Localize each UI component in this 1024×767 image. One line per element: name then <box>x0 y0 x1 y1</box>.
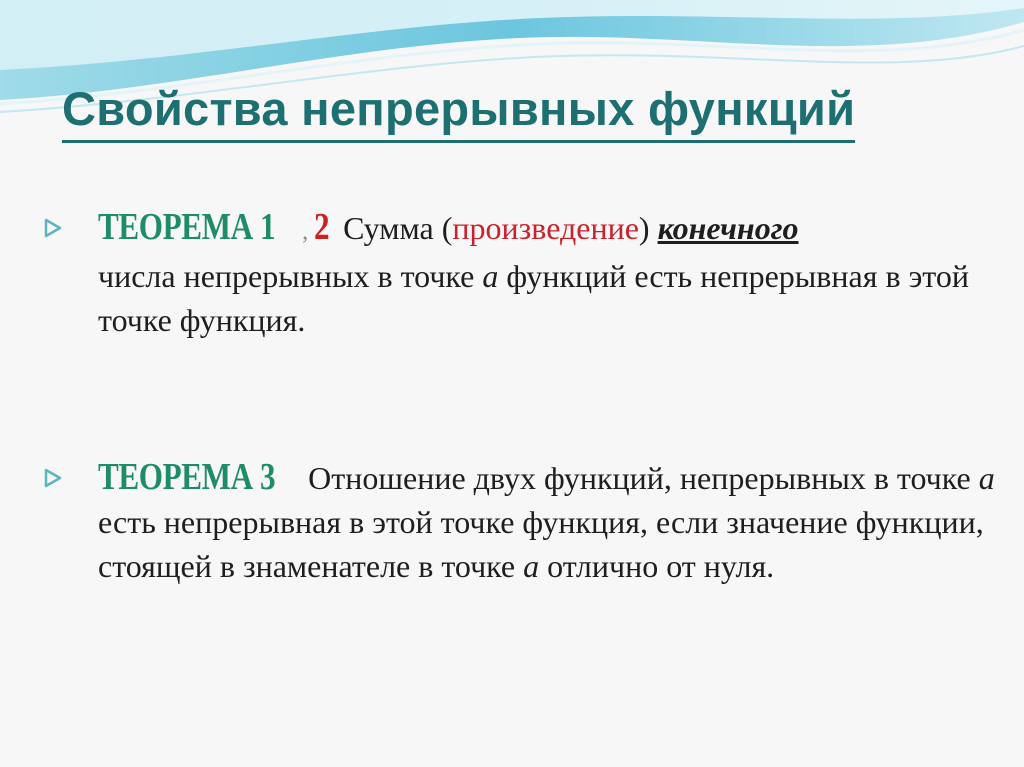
theorem-1-2-text <box>98 205 998 342</box>
theorem-1-highlight: произведение <box>452 210 639 246</box>
theorem-3-label: ТЕОРЕМА 3 <box>98 456 276 498</box>
theorem-separator: , <box>302 219 309 245</box>
theorem-3-text <box>98 455 998 588</box>
chevron-right-icon <box>42 217 64 239</box>
theorem-1-label: ТЕОРЕМА 1 <box>98 206 276 248</box>
point-variable: a <box>482 258 499 294</box>
theorem-1-text-part: функций есть непрерывная в этой точке функция. <box>98 258 969 338</box>
theorem-1-text-part: числа непрерывных в точке <box>98 258 475 294</box>
theorem-2-number: 2 <box>314 206 330 248</box>
chevron-right-icon <box>42 467 64 489</box>
slide-title: Свойства непрерывных функций <box>62 78 855 143</box>
point-variable: a <box>978 460 995 496</box>
theorem-1-text-part: Сумма ( <box>343 210 453 246</box>
theorem-1-text-part: ) <box>638 210 650 246</box>
theorem-3-text-part: Отношение двух функций, непрерывных в точке <box>308 460 971 496</box>
theorem-1-emphasis: конечного <box>657 210 799 246</box>
theorem-3-text-part: есть непрерывная в этой точке функция, если значение функции, стоящей в знаменателе в точке <box>98 504 984 584</box>
theorem-3-text-part: отлично от нуля. <box>547 548 775 584</box>
point-variable: a <box>523 548 540 584</box>
